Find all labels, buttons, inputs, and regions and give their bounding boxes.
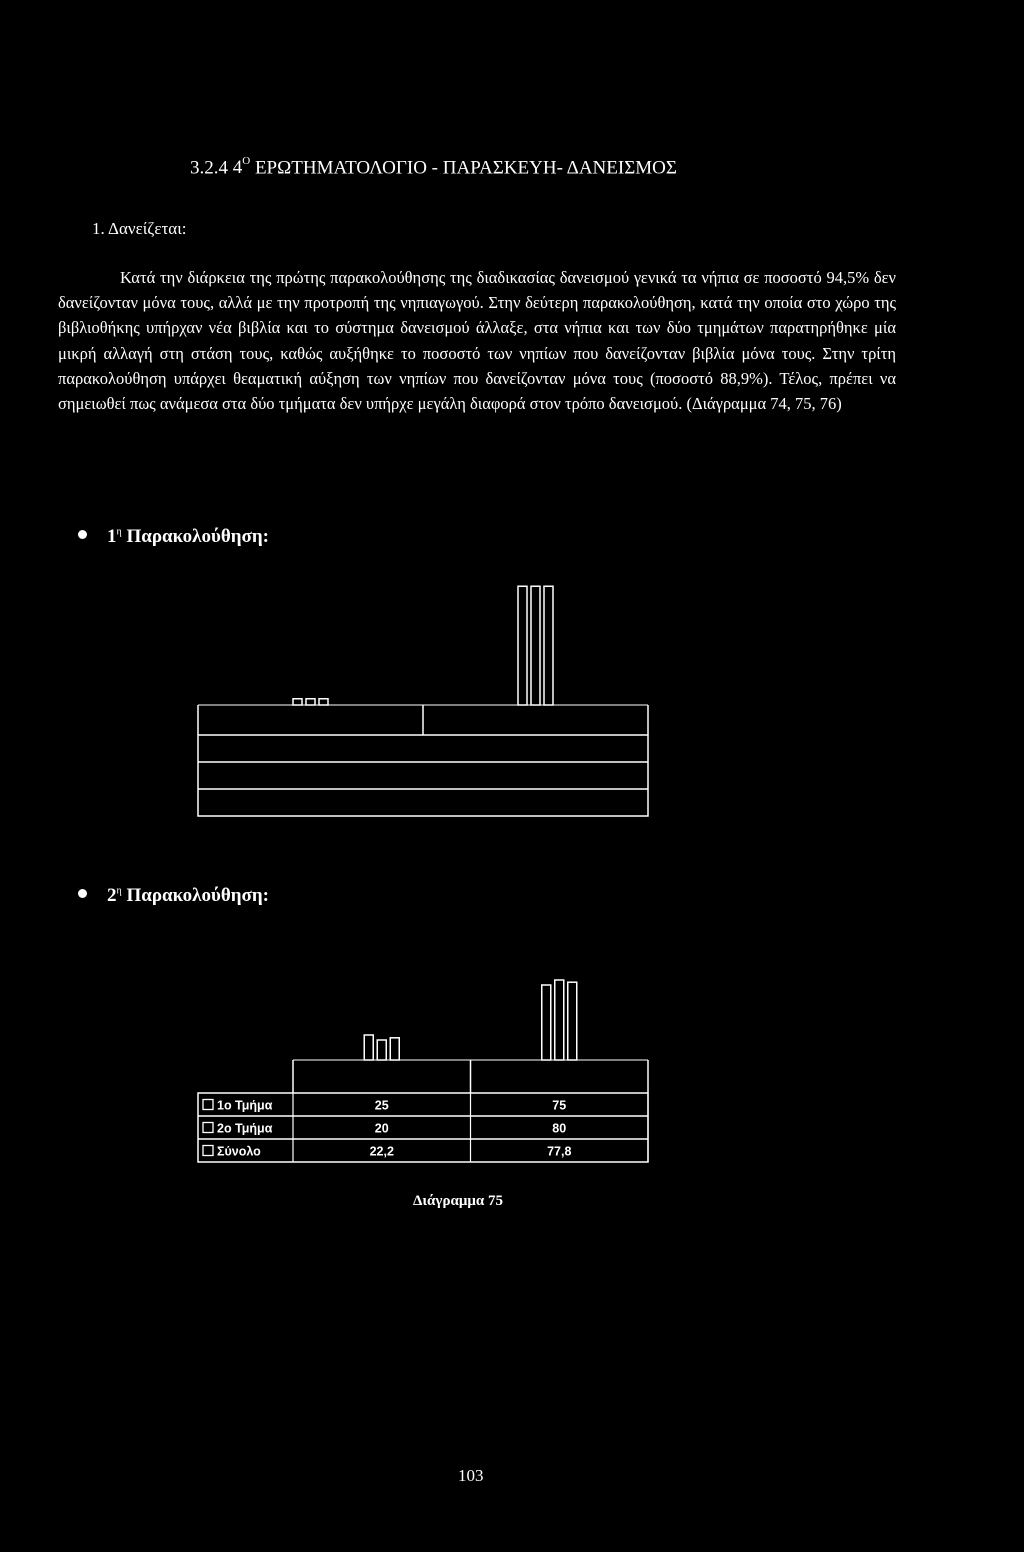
bar: [531, 586, 540, 705]
section-title: ΕΡΩΤΗΜΑΤΟΛΟΓΙΟ - ΠΑΡΑΣΚΕΥΗ- ΔΑΝΕΙΣΜΟΣ: [254, 157, 677, 179]
legend-swatch: [203, 1146, 213, 1156]
page-number: 103: [458, 1466, 484, 1485]
bar: [377, 1040, 386, 1060]
legend-label: Σύνολο: [217, 1144, 261, 1159]
bar: [555, 980, 564, 1060]
legend-swatch: [203, 1123, 213, 1133]
bar: [390, 1038, 399, 1060]
section-ordinal: $4^O$: [232, 155, 251, 179]
data-label: 25: [374, 1098, 389, 1113]
legend-label: 1ο Τμήμα: [217, 1098, 273, 1113]
bullet-second-observation: $2^\eta$ Παρακολούθηση:: [78, 885, 269, 907]
figure-caption: Διάγραμμα 75: [413, 1193, 503, 1209]
data-label: 20: [374, 1121, 389, 1136]
bar: [364, 1035, 373, 1060]
legend-label: 2ο Τμήμα: [217, 1121, 273, 1136]
bar: [542, 985, 551, 1060]
bullet-first-observation: $1^\eta$ Παρακολούθηση:: [78, 526, 269, 548]
subheading: 1. Δανείζεται:: [92, 219, 187, 238]
legend-swatch: [203, 1100, 213, 1110]
data-label: 77,8: [547, 1144, 572, 1159]
bar: [293, 699, 302, 705]
bar: [306, 699, 315, 705]
bar: [544, 586, 553, 705]
data-label: 22,2: [369, 1144, 394, 1159]
bar: [518, 586, 527, 705]
bar: [568, 982, 577, 1060]
data-table: [198, 735, 648, 816]
bar: [319, 699, 328, 705]
body-paragraph: Κατά την διάρκεια της πρώτης παρακολούθησης της διαδικασίας δανεισμού γενικά τα νήπια σε ποσοστό 94,5% δεν δανείζονταν μόνα τους, αλλά με την προτροπή της νηπιαγωγού. Στην δεύτερη παρακολούθηση, κατά την οποία στο χώρο της βιβλιοθήκης υπήρχαν νέα βιβλία και το σύστημα δανεισμού άλλαξε, στα νήπια και των δύο τμημάτων παρατηρήθηκε μία μικρή αλλαγή στη στάση τους, καθώς αυξήθηκε το ποσοστό των νηπίων που δανείζονταν βιβλία μόνα τους. Στην τρίτη παρακολούθηση υπάρχει θεαματική αύξηση των νηπίων που δανείζονταν μόνα τους (ποσοστό 88,9%). Τέλος, πρέπει να σημειωθεί πως ανάμεσα στα δύο τμήματα δεν υπήρχε μεγάλη διαφορά στον τρόπο δανεισμού. (Διάγραμμα 74, 75, 76): [58, 268, 896, 414]
section-number: 3.2.4: [190, 157, 228, 179]
data-label: 75: [552, 1098, 567, 1113]
data-label: 80: [552, 1121, 567, 1136]
